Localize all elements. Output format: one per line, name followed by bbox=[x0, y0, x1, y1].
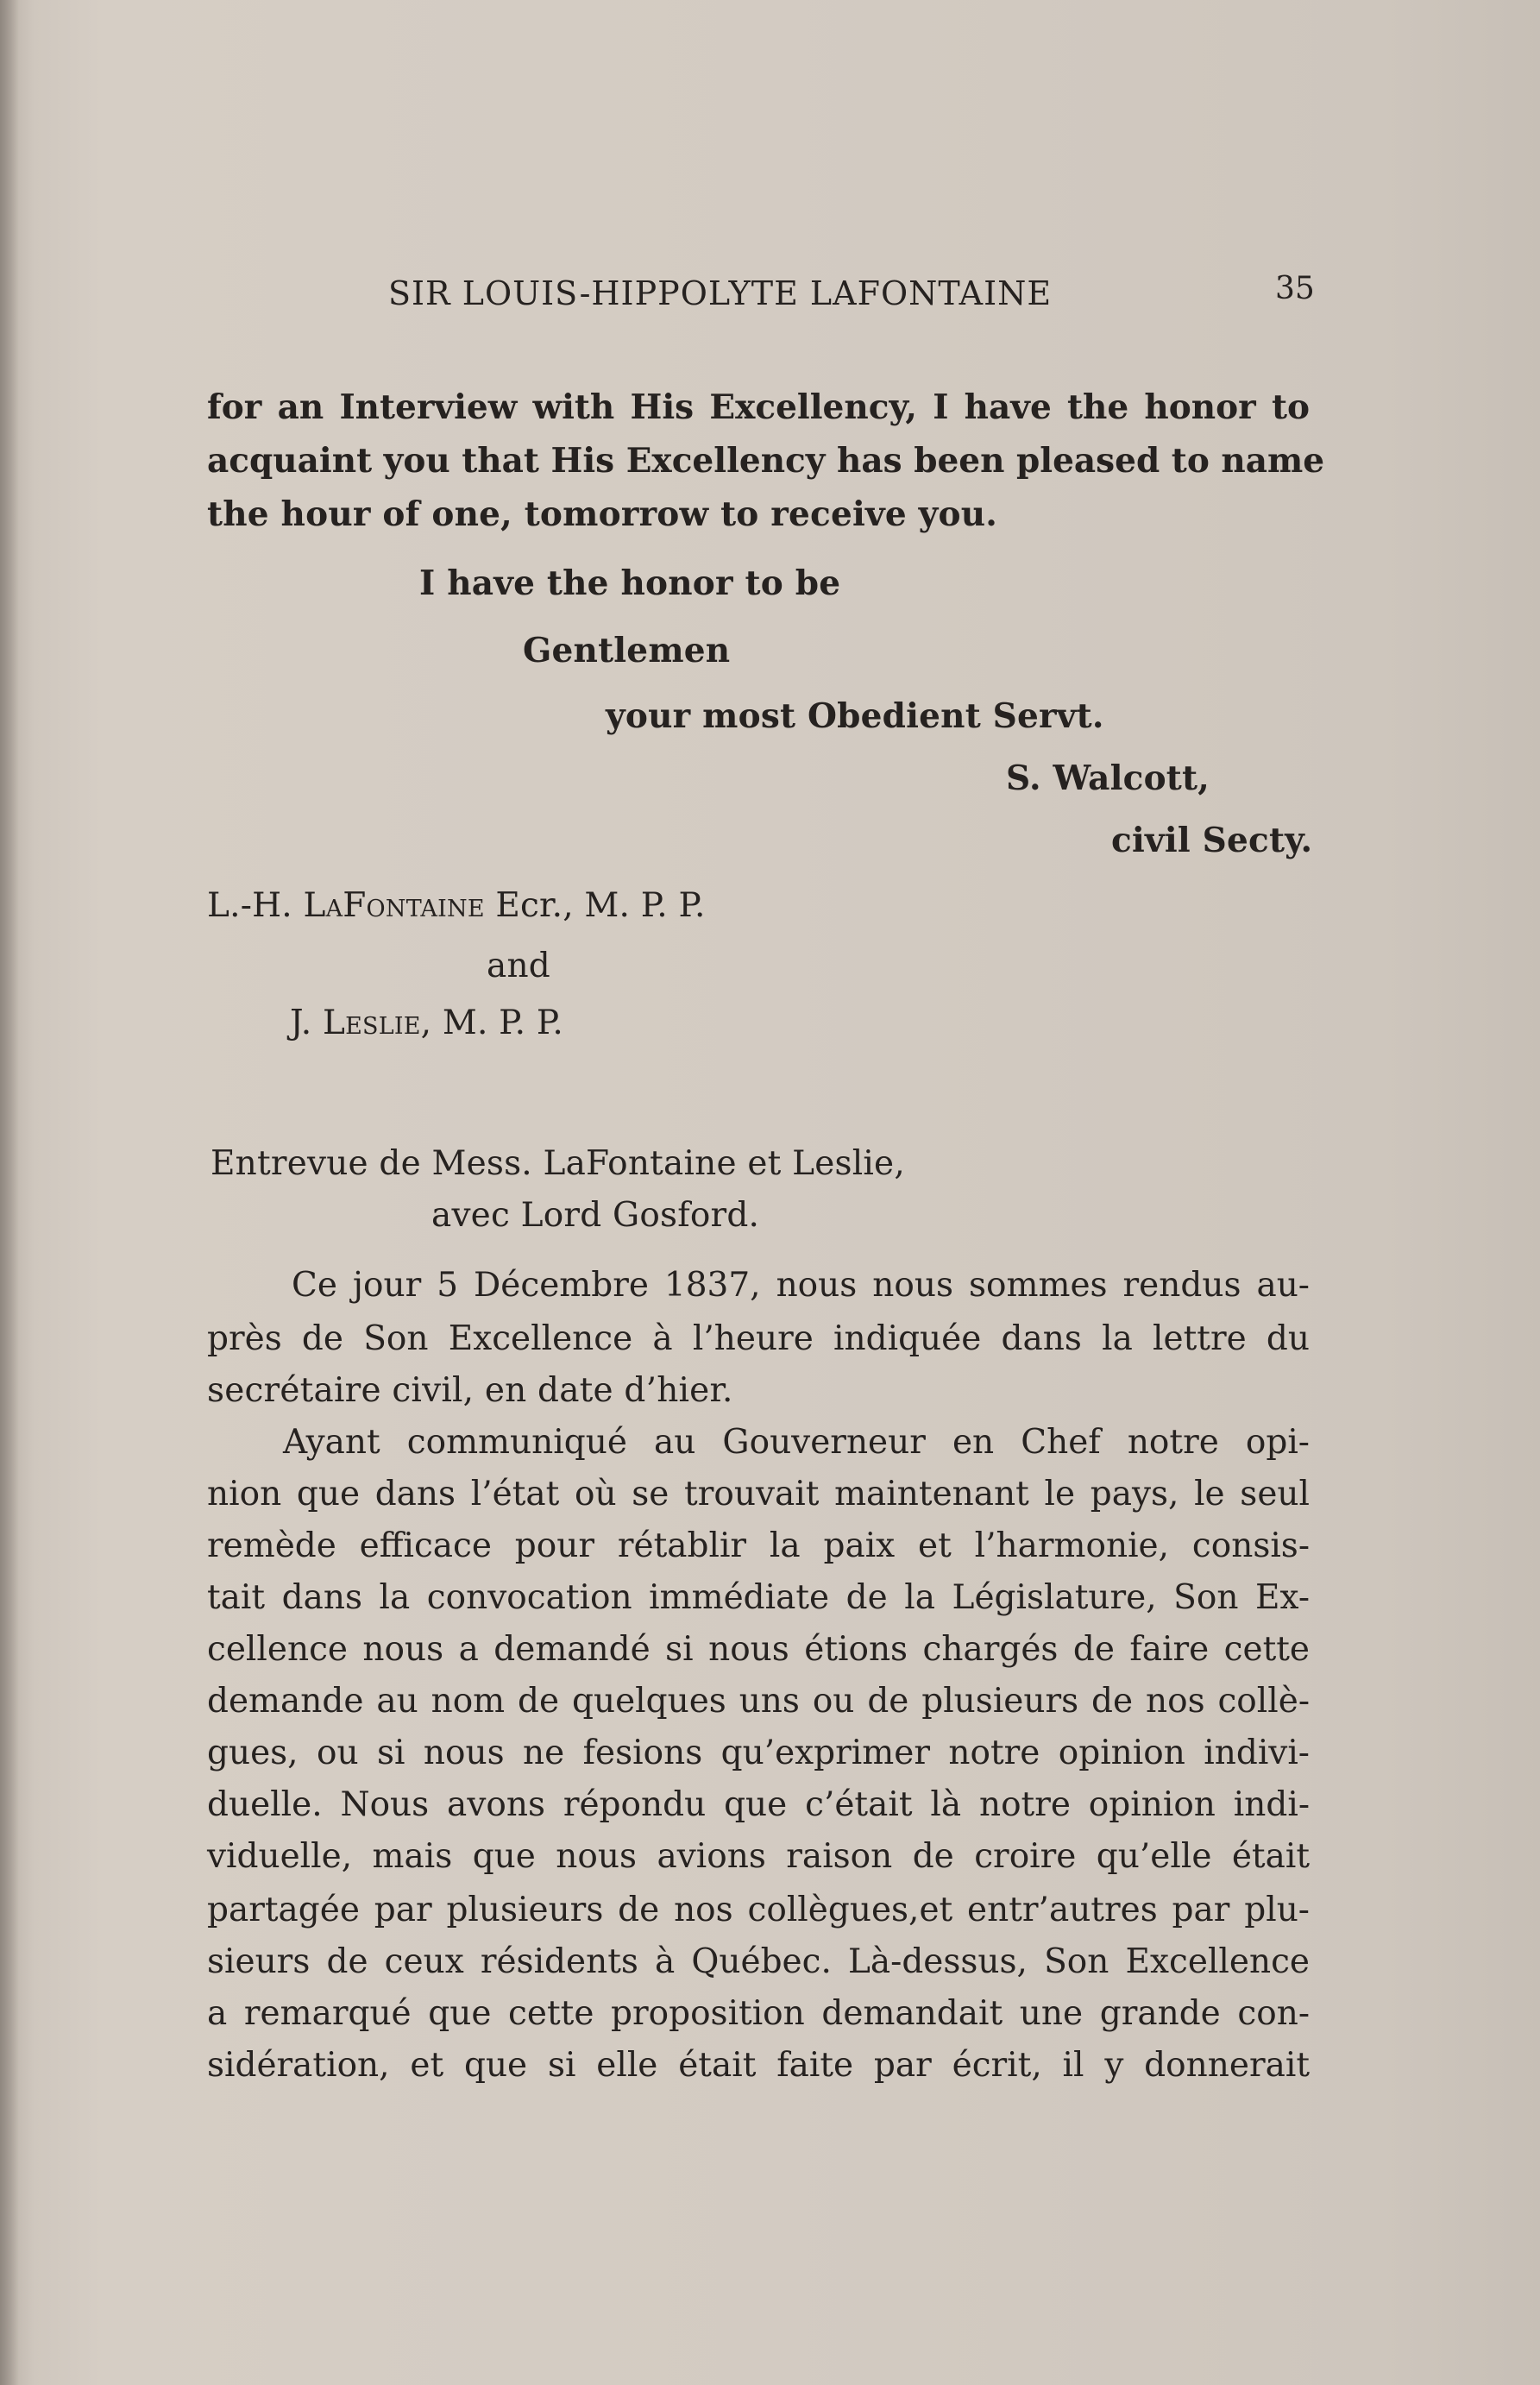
binding-gutter bbox=[0, 0, 19, 2385]
addressee-conjunction: and bbox=[487, 947, 550, 985]
paragraph-line: sieurs de ceux résidents à Québec. Là-dessus, Son Excellence bbox=[207, 1942, 1310, 1981]
paragraph-line: sidération, et que si elle était faite par écrit, il y donnerait bbox=[207, 2046, 1310, 2085]
closing-line: your most Obedient Servt. bbox=[606, 696, 1104, 736]
addressee-name: L.-H. LaFontaine bbox=[207, 886, 485, 925]
letter-line: for an Interview with His Excellency, I have the honor to bbox=[207, 387, 1310, 427]
addressee-detail: , M. P. P. bbox=[420, 1004, 564, 1042]
addressee-name: J. Leslie bbox=[290, 1004, 421, 1042]
paragraph-line: nion que dans l’état où se trouvait maintenant le pays, le seul bbox=[207, 1475, 1310, 1513]
letter-line: acquaint you that His Excellency has been pleased to name bbox=[207, 441, 1325, 481]
paragraph-line: tait dans la convocation immédiate de la Législature, Son Ex- bbox=[207, 1578, 1310, 1617]
paragraph-line: demande au nom de quelques uns ou de plusieurs de nos collè- bbox=[207, 1682, 1310, 1721]
letter-line: the hour of one, tomorrow to receive you. bbox=[207, 494, 998, 534]
paragraph-line: viduelle, mais que nous avions raison de croire qu’elle était bbox=[207, 1837, 1310, 1876]
addressee-detail: Ecr., M. P. P. bbox=[484, 886, 706, 925]
section-heading-line1: Entrevue de Mess. LaFontaine et Leslie, bbox=[211, 1144, 905, 1183]
paragraph-line: partagée par plusieurs de nos collègues,et entr’autres par plu- bbox=[207, 1891, 1310, 1929]
paragraph-line: remède efficace pour rétablir la paix et l’harmonie, consis- bbox=[207, 1526, 1310, 1565]
addressee-line bbox=[207, 885, 706, 927]
running-title: SIR LOUIS-HIPPOLYTE LAFONTAINE bbox=[388, 274, 1053, 312]
section-heading-line2: avec Lord Gosford. bbox=[431, 1196, 760, 1235]
paragraph-line: Ce jour 5 Décembre 1837, nous nous sommes rendus au- bbox=[292, 1266, 1310, 1305]
paragraph-line: secrétaire civil, en date d’hier. bbox=[207, 1371, 733, 1410]
paragraph-line: Ayant communiqué au Gouverneur en Chef notre opi- bbox=[283, 1423, 1310, 1462]
signature-name: S. Walcott, bbox=[1006, 758, 1210, 798]
paragraph-line: a remarqué que cette proposition demandait une grande con- bbox=[207, 1994, 1310, 2033]
paragraph-line: gues, ou si nous ne fesions qu’exprimer notre opinion indivi- bbox=[207, 1734, 1310, 1772]
signature-title: civil Secty. bbox=[1111, 821, 1313, 860]
addressee-line bbox=[290, 1003, 563, 1044]
paragraph-line: près de Son Excellence à l’heure indiquée dans la lettre du bbox=[207, 1319, 1310, 1358]
paragraph-line: cellence nous a demandé si nous étions chargés de faire cette bbox=[207, 1630, 1310, 1669]
page-number: 35 bbox=[1275, 271, 1315, 306]
closing-line: I have the honor to be bbox=[419, 563, 841, 603]
closing-line: Gentlemen bbox=[523, 631, 731, 670]
paragraph-line: duelle. Nous avons répondu que c’était là notre opinion indi- bbox=[207, 1785, 1310, 1824]
